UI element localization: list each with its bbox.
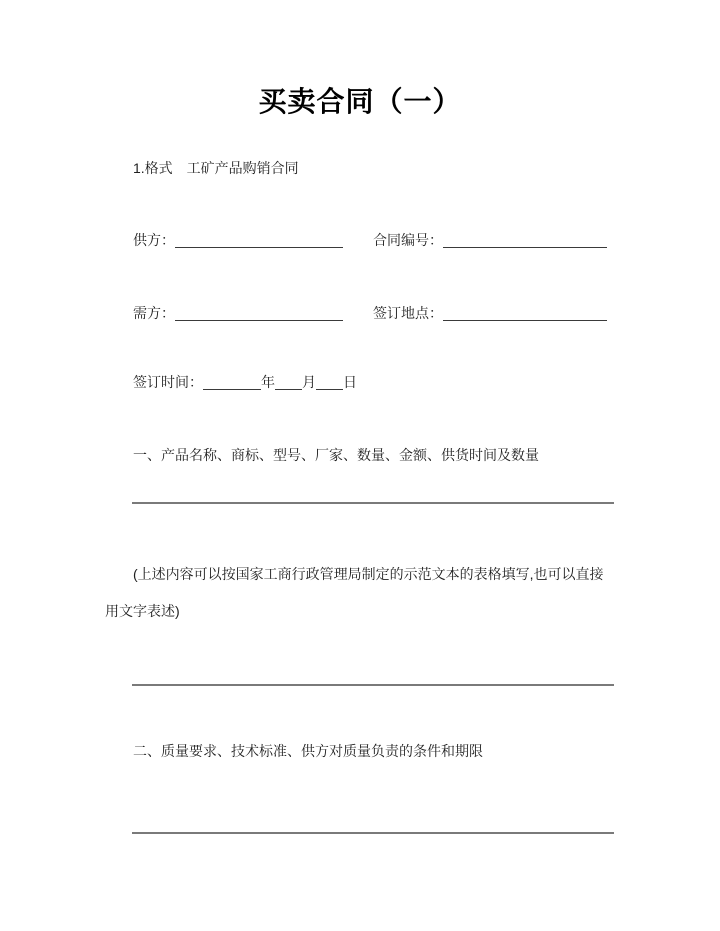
document-title: 买卖合同（一） <box>258 86 462 117</box>
section-2-heading: 二、质量要求、技术标准、供方对质量负责的条件和期限 <box>133 743 483 759</box>
sign-month-blank <box>275 375 302 390</box>
buyer-row <box>133 303 343 323</box>
contract-no-blank <box>443 233 607 248</box>
divider-line-1 <box>132 502 614 504</box>
buyer-label: 需方： <box>133 305 175 321</box>
supplier-row <box>133 230 343 250</box>
note-line-1: (上述内容可以按国家工商行政管理局制定的示范文本的表格填写,也可以直接 <box>133 566 604 582</box>
section-1-heading: 一、产品名称、商标、型号、厂家、数量、金额、供货时间及数量 <box>133 447 539 463</box>
format-line: 1.格式 工矿产品购销合同 <box>133 160 299 176</box>
sign-year-blank <box>203 375 261 390</box>
sign-place-blank <box>443 306 607 321</box>
sign-place-row <box>373 303 607 323</box>
month-label: 月 <box>302 374 316 390</box>
sign-time-row <box>133 372 357 392</box>
divider-line-2 <box>132 684 614 686</box>
note-line-2: 用文字表述) <box>105 603 180 619</box>
divider-line-3 <box>132 832 614 834</box>
day-label: 日 <box>343 374 357 390</box>
sign-time-label: 签订时间： <box>133 374 203 390</box>
contract-no-row <box>373 230 607 250</box>
year-label: 年 <box>261 374 275 390</box>
note-paragraph <box>105 556 621 630</box>
sign-place-label: 签订地点： <box>373 305 443 321</box>
contract-no-label: 合同编号： <box>373 232 443 248</box>
buyer-blank <box>175 306 343 321</box>
sign-day-blank <box>316 375 343 390</box>
supplier-label: 供方： <box>133 232 175 248</box>
supplier-blank <box>175 233 343 248</box>
